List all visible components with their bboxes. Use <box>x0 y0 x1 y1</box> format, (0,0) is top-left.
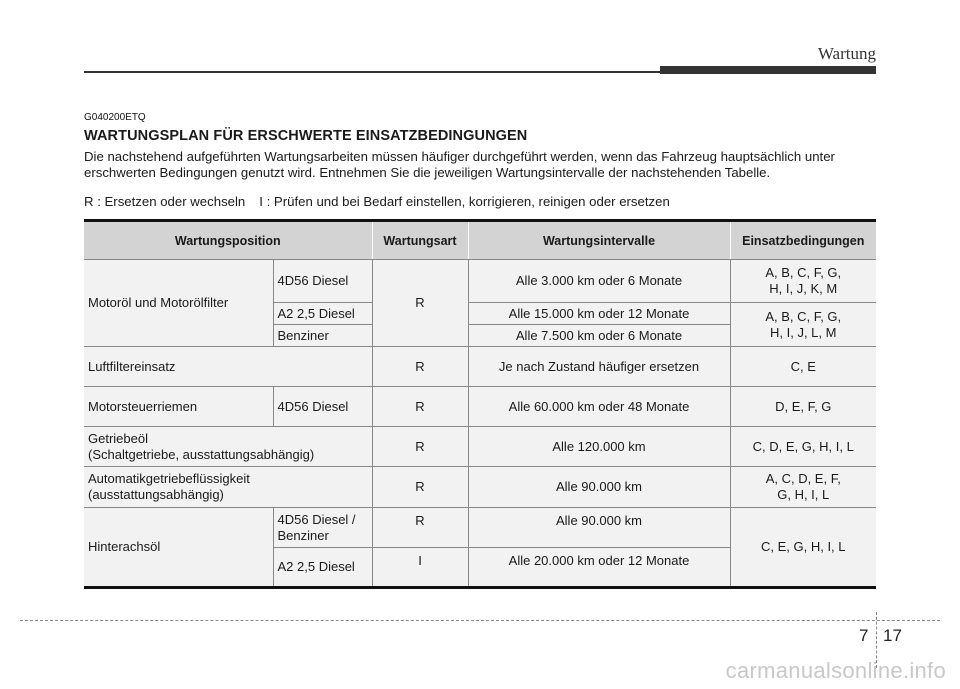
header-rule <box>84 71 660 73</box>
intro-line-2: erschwerten Bedingungen genutzt wird. Entnehmen Sie die jeweiligen Wartungsintervalle der nachstehenden Tabelle. <box>84 165 771 180</box>
cell-type: R <box>372 347 468 387</box>
cell-conditions: C, D, E, G, H, I, L <box>730 427 876 467</box>
table-row <box>84 427 876 467</box>
section-title: Wartung <box>817 44 876 63</box>
cell-interval: Alle 3.000 km oder 6 Monate <box>468 260 730 303</box>
cell-interval: Je nach Zustand häufiger ersetzen <box>468 347 730 387</box>
engine-line-1: 4D56 Diesel / <box>277 511 356 527</box>
table-row <box>84 467 876 508</box>
intro-line-1: Die nachstehend aufgeführten Wartungsarbeiten müssen häufiger durchgeführt werden, wenn das Fahrzeug hauptsächlich unter <box>84 149 835 164</box>
cell-type: R <box>372 467 468 508</box>
cell-conditions: C, E, G, H, I, L <box>730 508 876 588</box>
conditions-line-1: A, B, C, F, G, <box>765 308 842 324</box>
table-row <box>84 347 876 387</box>
document-code: G040200ETQ <box>84 112 146 123</box>
cell-engine: A2 2,5 Diesel <box>273 303 372 325</box>
legend-replace: R : Ersetzen oder wechseln <box>84 194 246 209</box>
cell-item: Motoröl und Motorölfilter <box>84 260 273 347</box>
cell-item <box>84 467 372 508</box>
watermark: carmanualsonline.info <box>725 658 946 683</box>
cell-engine <box>273 508 372 548</box>
header-rule-accent <box>660 66 876 74</box>
conditions-line-2: H, I, J, K, M <box>769 281 838 296</box>
item-line-2: (Schaltgetriebe, ausstattungsabhängig) <box>88 446 315 462</box>
table-row <box>84 508 876 548</box>
cell-interval: Alle 7.500 km oder 6 Monate <box>468 325 730 347</box>
cell-conditions: C, E <box>730 347 876 387</box>
cell-interval: Alle 20.000 km oder 12 Monate <box>468 548 730 588</box>
cell-item: Hinterachsöl <box>84 508 273 588</box>
cell-interval: Alle 120.000 km <box>468 427 730 467</box>
footer-rule <box>20 620 940 621</box>
page-heading: WARTUNGSPLAN FÜR ERSCHWERTE EINSATZBEDINGUNGEN <box>84 128 528 144</box>
maintenance-table <box>84 219 876 589</box>
legend-inspect: I : Prüfen und bei Bedarf einstellen, korrigieren, reinigen oder ersetzen <box>259 194 670 209</box>
cell-engine: Benziner <box>273 325 372 347</box>
cell-item: Luftfiltereinsatz <box>84 347 372 387</box>
conditions-line-1: A, C, D, E, F, <box>765 471 841 486</box>
page-number: 17 <box>883 626 902 645</box>
conditions-line-2: G, H, I, L <box>777 487 830 502</box>
cell-engine: 4D56 Diesel <box>273 260 372 303</box>
item-line-1: Automatikgetriebeflüssigkeit <box>88 471 250 486</box>
header-einsatzbedingungen: Einsatzbedingungen <box>730 221 876 260</box>
cell-item <box>84 427 372 467</box>
cell-type: I <box>372 548 468 588</box>
cell-conditions: D, E, F, G <box>730 387 876 427</box>
item-line-2: (ausstattungsabhängig) <box>88 487 224 502</box>
table-row <box>84 387 876 427</box>
item-line-1: Getriebeöl <box>88 430 148 446</box>
conditions-line-2: H, I, J, L, M <box>770 324 837 340</box>
cell-type: R <box>372 387 468 427</box>
cell-engine: 4D56 Diesel <box>273 387 372 427</box>
header-wartungsintervalle: Wartungsintervalle <box>468 221 730 260</box>
cell-interval: Alle 90.000 km <box>468 467 730 508</box>
cell-type: R <box>372 427 468 467</box>
cell-interval: Alle 60.000 km oder 48 Monate <box>468 387 730 427</box>
cell-type: R <box>372 508 468 548</box>
table-row <box>84 260 876 303</box>
cell-item: Motorsteuerriemen <box>84 387 273 427</box>
cell-interval: Alle 90.000 km <box>468 508 730 548</box>
conditions-line-1: A, B, C, F, G, <box>765 265 842 280</box>
header-wartungsart: Wartungsart <box>372 221 468 260</box>
cell-type: R <box>372 260 468 347</box>
cell-conditions <box>730 467 876 508</box>
engine-line-2: Benziner <box>277 527 329 543</box>
cell-conditions <box>730 260 876 303</box>
cell-engine: A2 2,5 Diesel <box>273 548 372 588</box>
document-body <box>84 112 876 210</box>
cell-conditions <box>730 303 876 347</box>
legend <box>84 194 876 210</box>
header-wartungsposition: Wartungsposition <box>84 221 372 260</box>
chapter-number: 7 <box>859 626 869 645</box>
cell-interval: Alle 15.000 km oder 12 Monate <box>468 303 730 325</box>
intro-text <box>84 149 876 181</box>
table-header-row <box>84 221 876 260</box>
